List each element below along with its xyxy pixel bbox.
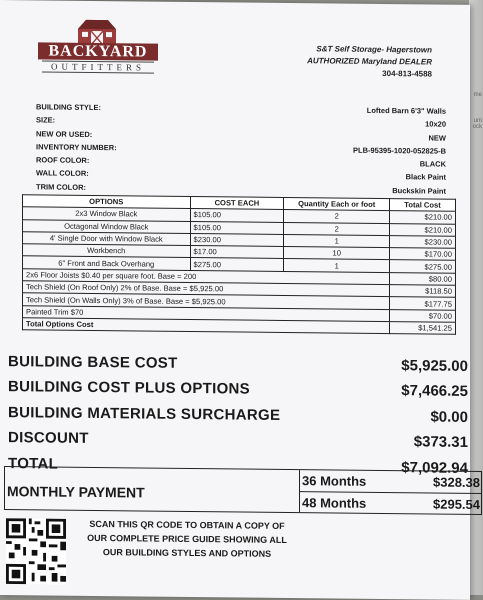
monthly-payment-label: MONTHLY PAYMENT — [7, 483, 145, 501]
option-qty: 1 — [284, 234, 390, 247]
payment-term: 36 Months — [302, 473, 367, 489]
total-options-value: $1,541.25 — [390, 322, 456, 335]
option-total: $210.00 — [390, 211, 456, 224]
option-description: Tech Shield (On Roof Only) 2% of Base. Base = $5,925.00 — [23, 281, 390, 297]
summary-label: BUILDING MATERIALS SURCHARGE — [8, 403, 281, 424]
option-name: 2x3 Window Black — [23, 207, 191, 221]
option-cost: $275.00 — [190, 258, 284, 271]
summary-value: $7,092.94 — [401, 458, 468, 477]
option-qty: 1 — [284, 259, 390, 272]
summary-value: $0.00 — [430, 408, 468, 426]
monthly-payment-box — [4, 466, 482, 515]
info-label: NEW OR USED: — [36, 128, 93, 139]
dealer-name: S&T Self Storage- Hagerstown — [316, 44, 432, 55]
summary-label: BUILDING BASE COST — [8, 352, 178, 372]
qr-text-line: OUR BUILDING STYLES AND OPTIONS — [102, 547, 272, 559]
option-total: $177.75 — [390, 297, 456, 310]
info-value: PLB-95395-1020-052825-B — [353, 145, 446, 156]
column-header: Total Cost — [390, 199, 456, 212]
option-cost: $105.00 — [190, 209, 284, 222]
option-qty: 2 — [284, 210, 390, 223]
option-cost: $230.00 — [190, 233, 284, 246]
summary-value: $7,466.25 — [401, 382, 468, 400]
info-value: 10x20 — [425, 119, 446, 129]
info-label: INVENTORY NUMBER: — [36, 142, 117, 153]
payment-options — [299, 470, 482, 514]
dealer-phone: 304-813-4588 — [382, 69, 432, 79]
info-label: TRIM COLOR: — [36, 182, 86, 192]
backyard-outfitters-logo — [38, 16, 158, 73]
payment-amount: $328.38 — [433, 474, 480, 491]
option-total: $170.00 — [390, 248, 456, 261]
info-value: NEW — [428, 133, 446, 143]
payment-option-48 — [300, 491, 482, 515]
option-qty: 2 — [284, 222, 390, 235]
qr-text-line: OUR COMPLETE PRICE GUIDE SHOWING ALL — [87, 532, 287, 546]
summary-label: BUILDING COST PLUS OPTIONS — [8, 378, 250, 398]
options-table — [22, 194, 456, 335]
summary-label: DISCOUNT — [8, 429, 89, 447]
info-value: Buckskin Paint — [392, 185, 446, 196]
total-options-label: Total Options Cost — [23, 318, 390, 334]
payment-term: 48 Months — [302, 495, 367, 511]
info-value: Black Paint — [405, 172, 446, 183]
option-name: 4' Single Door with Window Black — [23, 232, 191, 246]
logo-wordmark: BACKYARD — [38, 42, 158, 60]
option-description: 2x6 Floor Joists $0.40 per square foot. Base = 200 — [23, 269, 390, 285]
info-value: BLACK — [419, 159, 446, 169]
cost-summary — [8, 346, 468, 478]
summary-label: TOTAL — [8, 454, 59, 473]
option-total: $118.50 — [390, 285, 456, 298]
option-name: 6" Front and Back Overhang — [23, 256, 191, 270]
option-qty: 10 — [284, 247, 390, 260]
qr-code-icon — [6, 518, 66, 585]
building-info — [36, 102, 446, 199]
option-cost: $105.00 — [190, 221, 284, 234]
qr-instructions — [82, 517, 292, 561]
option-total: $275.00 — [390, 260, 456, 273]
background-edge: me um ock — [469, 0, 483, 595]
option-total: $210.00 — [390, 223, 456, 236]
summary-value: $5,925.00 — [401, 356, 468, 375]
dealer-authorized: AUTHORIZED Maryland DEALER — [307, 56, 432, 67]
info-value: Lofted Barn 6'3" Walls — [366, 105, 446, 116]
payment-option-36 — [300, 470, 482, 493]
column-header: Quantity Each or foot — [284, 197, 390, 210]
option-description: Painted Trim $70 — [23, 305, 390, 321]
dealer-info — [307, 43, 432, 80]
payment-amount: $295.54 — [433, 496, 480, 513]
column-header: COST EACH — [190, 196, 284, 209]
option-total: $80.00 — [390, 272, 456, 285]
qr-text-line: SCAN THIS QR CODE TO OBTAIN A COPY OF — [89, 518, 285, 531]
info-label: BUILDING STYLE: — [36, 102, 101, 113]
option-total: $230.00 — [390, 235, 456, 248]
info-label: WALL COLOR: — [36, 168, 89, 179]
logo-subtitle: OUTFITTERS — [42, 60, 154, 73]
info-label: SIZE: — [36, 115, 56, 125]
column-header: OPTIONS — [23, 195, 191, 209]
option-total: $70.00 — [390, 309, 456, 322]
option-description: Tech Shield (On Walls Only) 3% of Base. Base = $5,925.00 — [23, 293, 390, 309]
info-label: ROOF COLOR: — [36, 155, 90, 166]
option-cost: $17.00 — [190, 246, 284, 259]
option-name: Octagonal Window Black — [23, 219, 191, 233]
summary-value: $373.31 — [413, 433, 468, 451]
option-name: Workbench — [23, 244, 191, 258]
barn-logo-icon — [74, 17, 120, 45]
